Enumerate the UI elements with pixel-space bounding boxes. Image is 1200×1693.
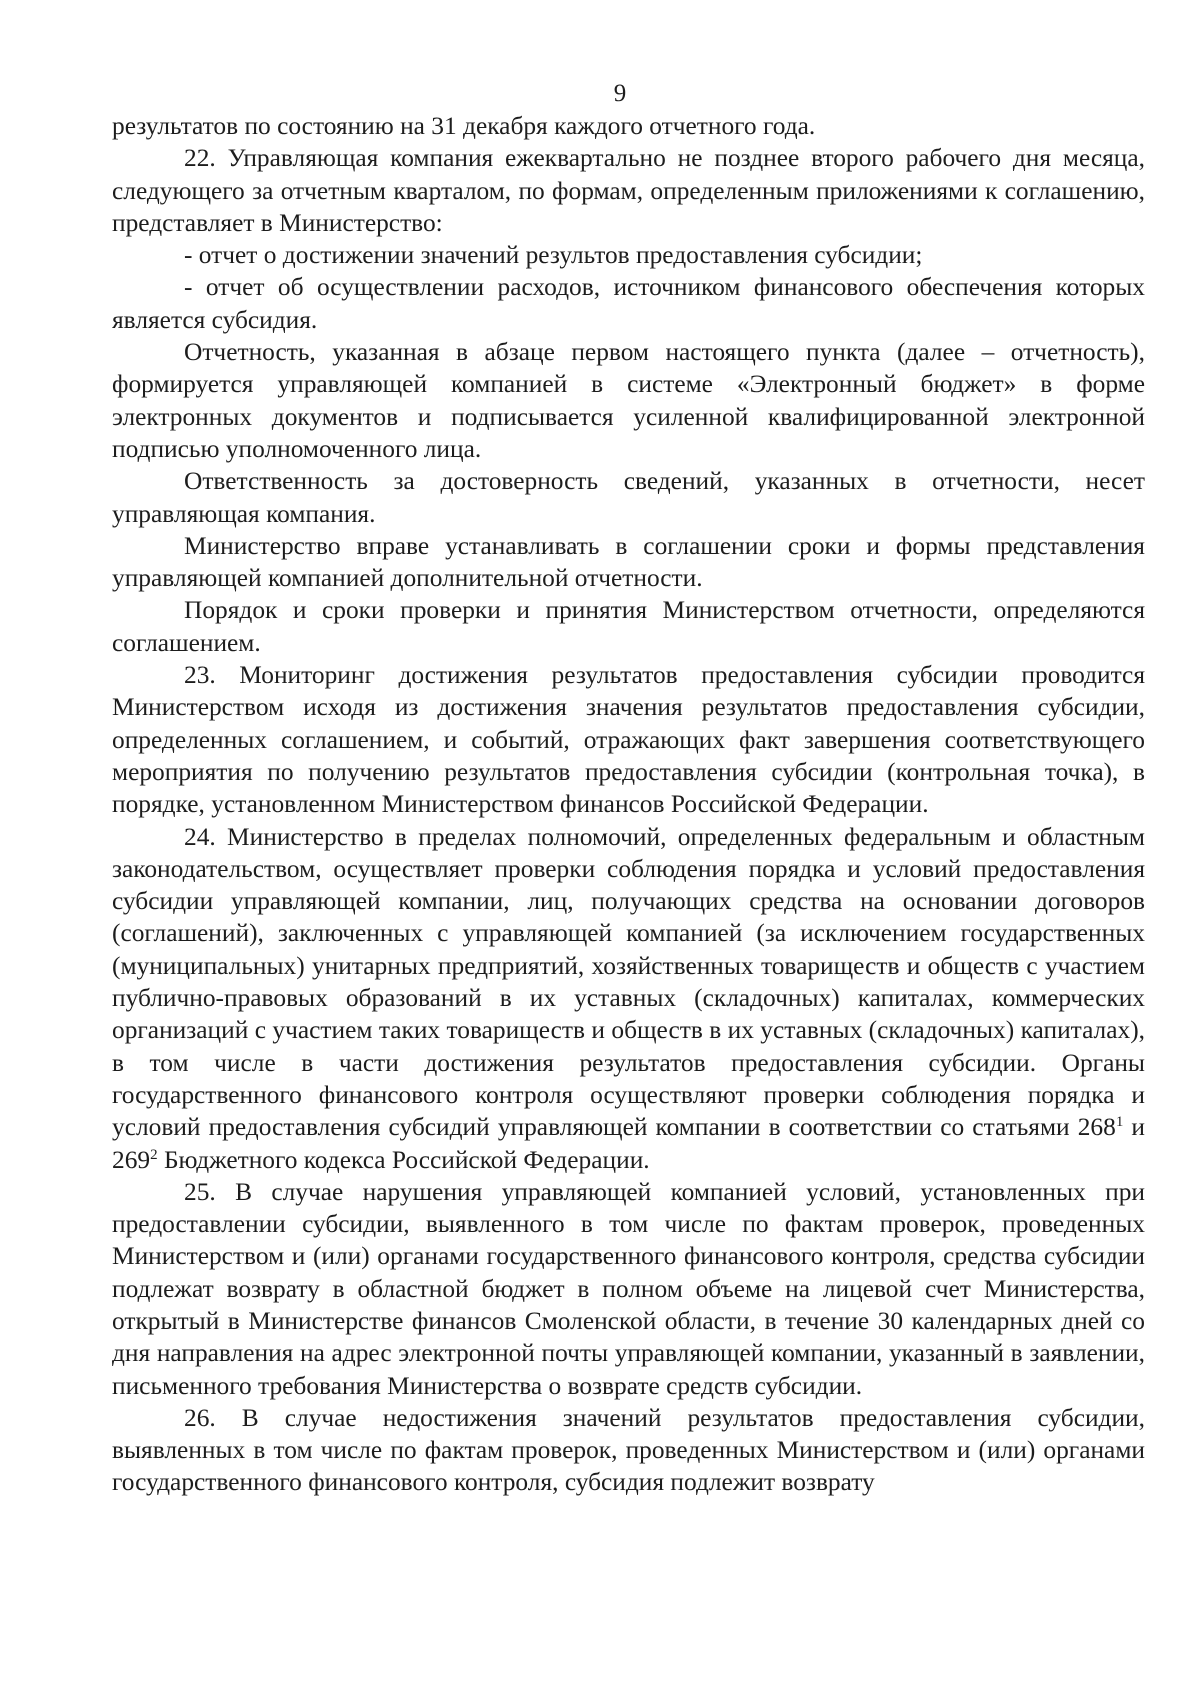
paragraph-22-responsibility: Ответственность за достоверность сведений, указанных в отчетности, несет управляющая компания. bbox=[112, 467, 1145, 528]
paragraph-25: 25. В случае нарушения управляющей компанией условий, установленных при предоставлении субсидии, выявленного в том числе по фактам проверок, проведенных Министерством и (или) органами государственного финансового контроля, средства субсидии подлежат возврату в областной бюджет в полном объеме на лицевой счет Министерства, открытый в Министерстве финансов Смоленской области, в течение 30 календарных дней со дня направления на адрес электронной почты управляющей компании, указанный в заявлении, письменного требования Министерства о возврате средств субсидии. bbox=[112, 1177, 1145, 1400]
paragraph-22-additional: Министерство вправе устанавливать в соглашении сроки и формы представления управляющей компанией дополнительной отчетности. bbox=[112, 531, 1145, 593]
paragraph-22: 22. Управляющая компания ежеквартально не позднее второго рабочего дня месяца, следующего за отчетным кварталом, по формам, определенным приложениями к соглашению, представляет в Министерство: bbox=[112, 144, 1145, 237]
article-ref-1: 268 bbox=[1077, 1113, 1116, 1142]
article-conjunction: и bbox=[1123, 1113, 1145, 1142]
article-ref-1-superscript: 1 bbox=[1115, 1114, 1124, 1131]
paragraph-24-text: 24. Министерство в пределах полномочий, определенных федеральным и областным законодательством, осуществляет проверки соблюдения порядка и условий предоставления субсидии управляющей компании, лиц, получающих средства на основании договоров (соглашений), заключенных с управляющей компанией (за исключением государственных (муниципальных) унитарных предприятий, хозяйственных товариществ и обществ с участием публично-правовых образований в их уставных (складочных) капиталах, коммерческих организаций с участием таких товариществ и обществ в их уставных (складочных) капиталах), в том числе в части достижения результатов предоставления субсидии. Органы государственного финансового контроля осуществляют проверки соблюдения порядка и условий предоставления субсидий управляющей компании в соответствии со статьями bbox=[112, 822, 1145, 1142]
paragraph-23: 23. Мониторинг достижения результатов предоставления субсидии проводится Министерством исходя из достижения значения результатов предоставления субсидии, определенных соглашением, и событий, отражающих факт завершения соответствующего мероприятия по получению результатов предоставления субсидии (контрольная точка), в порядке, установленном Министерством финансов Российской Федерации. bbox=[112, 661, 1145, 819]
paragraph-22-procedure: Порядок и сроки проверки и принятия Министерством отчетности, определяются соглашением. bbox=[112, 596, 1145, 657]
paragraph-22-item-1: - отчет о достижении значений результов предоставления субсидии; bbox=[184, 241, 923, 270]
paragraph-24-ending: Бюджетного кодекса Российской Федерации. bbox=[157, 1145, 650, 1174]
paragraph-22-item-2: - отчет об осуществлении расходов, источником финансового обеспечения которых является субсидия. bbox=[112, 273, 1145, 334]
paragraph-22-reporting: Отчетность, указанная в абзаце первом настоящего пункта (далее – отчетность), формируется управляющей компанией в системе «Электронный бюджет» в форме электронных документов и подписывается усиленной квалифицированной электронной подписью уполномоченного лица. bbox=[112, 338, 1145, 463]
paragraph-26: 26. В случае недостижения значений результатов предоставления субсидии, выявленных в том числе по фактам проверок, проведенных Министерством и (или) органами государственного финансового контроля, субсидия подлежит возврату bbox=[112, 1403, 1145, 1497]
document-body bbox=[112, 110, 1145, 1499]
article-ref-2: 269 bbox=[112, 1145, 151, 1174]
page-number: 9 bbox=[613, 80, 627, 107]
paragraph-24 bbox=[112, 821, 1145, 1176]
paragraph-21-continuation: результатов по состоянию на 31 декабря каждого отчетного года. bbox=[112, 112, 816, 140]
article-ref-2-superscript: 2 bbox=[150, 1146, 158, 1163]
